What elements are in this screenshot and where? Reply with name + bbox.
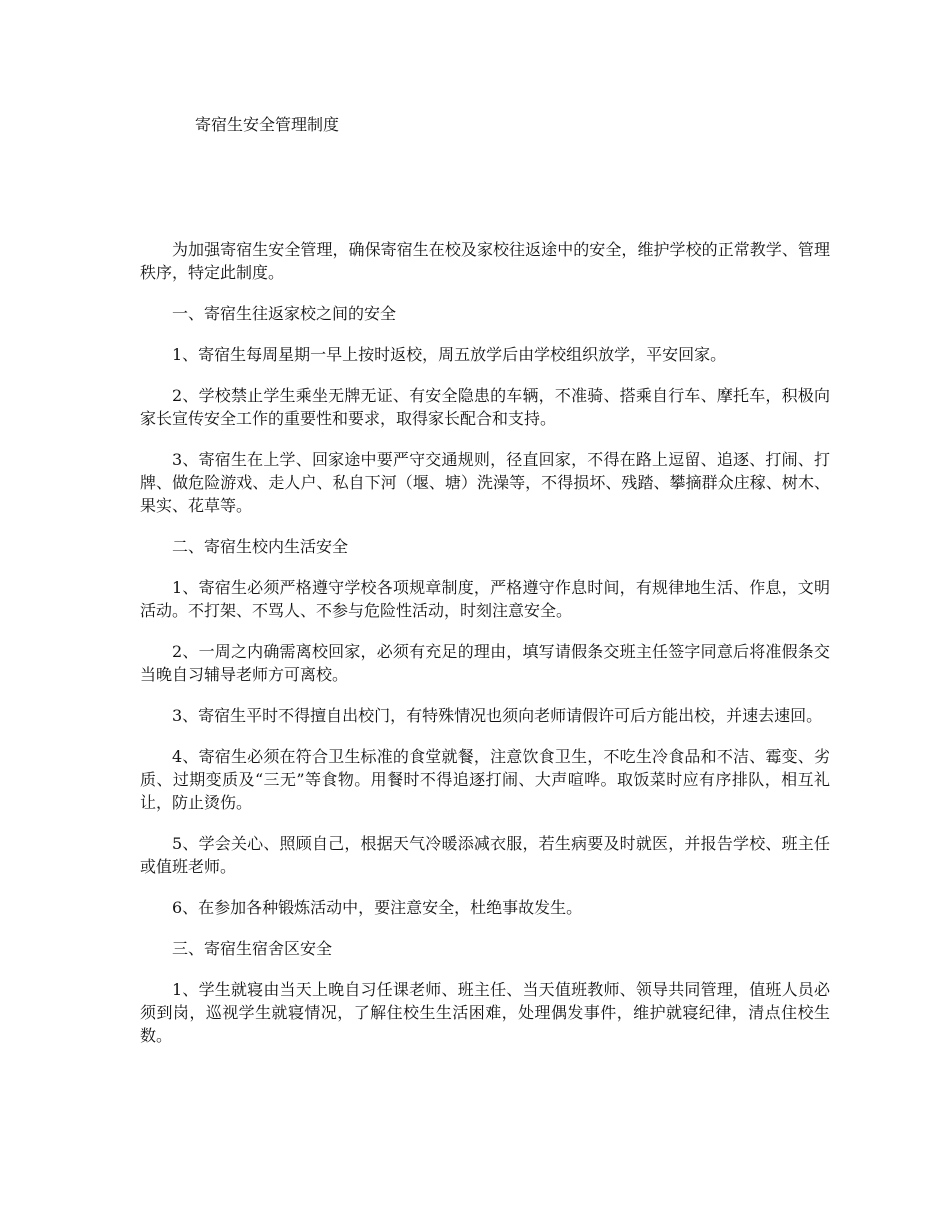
section-heading-2: 二、寄宿生校内生活安全 [172, 537, 349, 556]
section-heading-1: 一、寄宿生往返家校之间的安全 [172, 304, 397, 323]
section-2-item-4: 4、寄宿生必须在符合卫生标准的食堂就餐，注意饮食卫生，不吃生冷食品和不洁、霉变、劣质、过期变质及“三无”等食物。用餐时不得追逐打闹、大声喧哗。取饭菜时应有序排队，相互礼让，防止烫伤。 [140, 747, 830, 812]
section-2-item-3: 3、寄宿生平时不得擅自出校门，有特殊情况也须向老师请假许可后方能出校，并速去速回。 [172, 706, 823, 725]
section-2-item-6: 6、在参加各种锻炼活动中，要注意安全，杜绝事故发生。 [172, 898, 583, 917]
document-title: 寄宿生安全管理制度 [195, 115, 340, 134]
section-heading-3: 三、寄宿生宿舍区安全 [172, 939, 333, 958]
section-1-item-3: 3、寄宿生在上学、回家途中要严守交通规则，径直回家，不得在路上逗留、追逐、打闹、打牌、做危险游戏、走人户、私自下河（堰、塘）洗澡等，不得损坏、残踏、攀摘群众庄稼、树木、果实、花草等。 [140, 450, 830, 515]
intro-paragraph: 为加强寄宿生安全管理，确保寄宿生在校及家校往返途中的安全，维护学校的正常教学、管理秩序，特定此制度。 [140, 240, 830, 282]
section-3-item-1: 1、学生就寝由当天上晚自习任课老师、班主任、当天值班教师、领导共同管理，值班人员必须到岗，巡视学生就寝情况，了解住校生生活困难，处理偶发事件，维护就寝纪律，清点住校生数。 [140, 980, 830, 1045]
section-2-item-1: 1、寄宿生必须严格遵守学校各项规章制度，严格遵守作息时间，有规律地生活、作息，文明活动。不打架、不骂人、不参与危险性活动，时刻注意安全。 [140, 578, 830, 620]
section-1-item-2: 2、学校禁止学生乘坐无牌无证、有安全隐患的车辆，不准骑、搭乘自行车、摩托车，积极向家长宣传安全工作的重要性和要求，取得家长配合和支持。 [140, 386, 830, 428]
section-2-item-5: 5、学会关心、照顾自己，根据天气冷暖添减衣服，若生病要及时就医，并报告学校、班主任或值班老师。 [140, 834, 830, 876]
document-body [140, 238, 830, 1065]
section-1-item-1: 1、寄宿生每周星期一早上按时返校，周五放学后由学校组织放学，平安回家。 [172, 345, 727, 364]
section-2-item-2: 2、一周之内确需离校回家，必须有充足的理由，填写请假条交班主任签字同意后将准假条交当晚自习辅导老师方可离校。 [140, 642, 830, 684]
